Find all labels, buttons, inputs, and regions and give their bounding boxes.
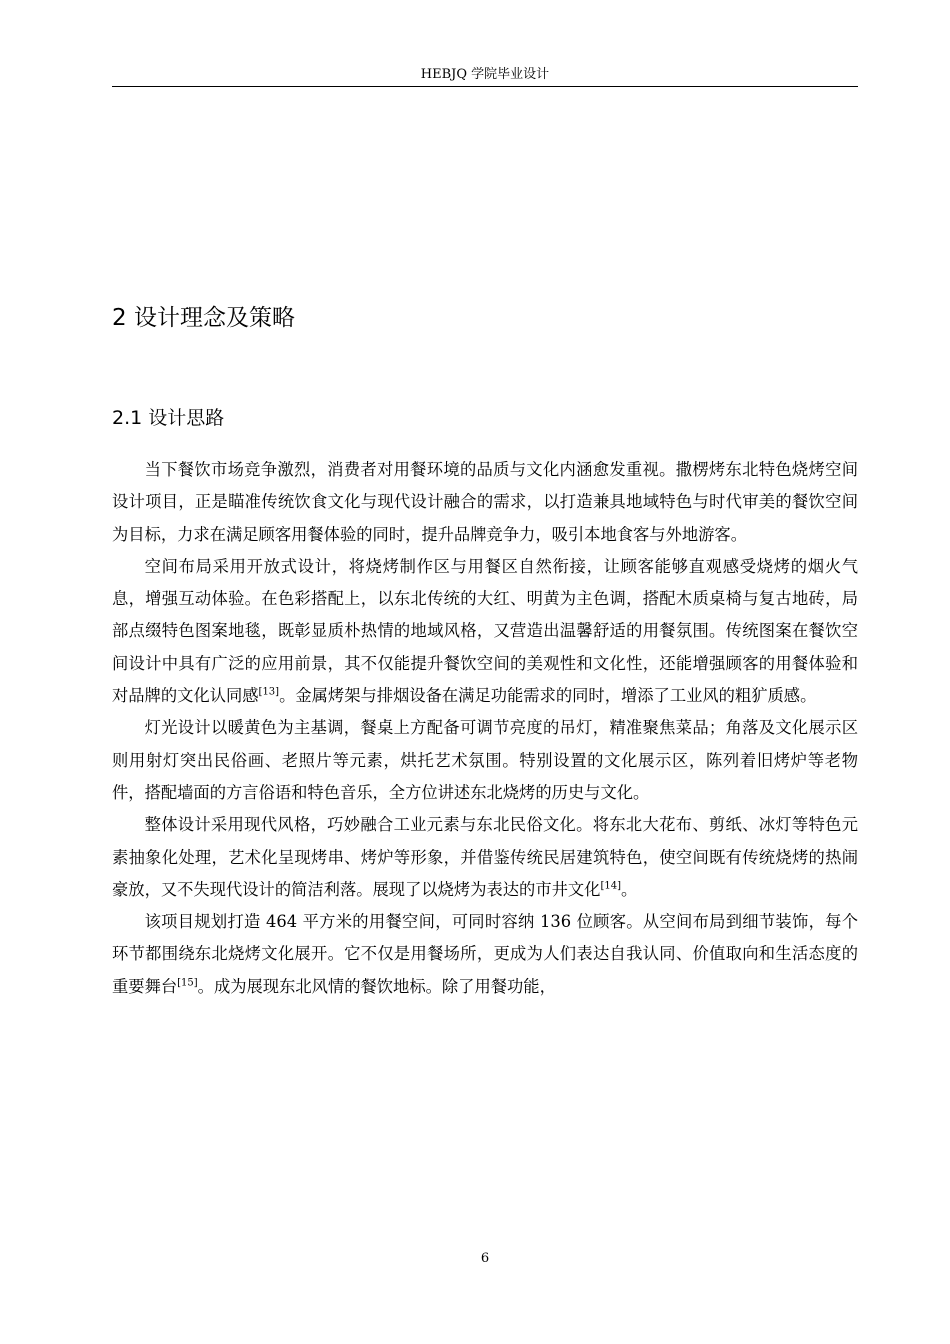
paragraph-1: 当下餐饮市场竞争激烈，消费者对用餐环境的品质与文化内涵愈发重视。撒楞烤东北特色烧烤空间设计项目，正是瞄准传统饮食文化与现代设计融合的需求，以打造兼具地域特色与时代审美的餐饮空间为目标，力求在满足顾客用餐体验的同时，提升品牌竞争力，吸引本地食客与外地游客。 bbox=[112, 460, 858, 544]
citation-13: [13] bbox=[258, 686, 280, 698]
page-header: HEBJQ 学院毕业设计 bbox=[420, 67, 550, 82]
paragraph-5-text-b: 。成为展现东北风情的餐饮地标。除了用餐功能， bbox=[197, 976, 556, 996]
header-rule bbox=[112, 86, 858, 87]
paragraph-5-text-a: 该项目规划打造 464 平方米的用餐空间，可同时容纳 136 位顾客。从空间布局到细节装饰，每个环节都围绕东北烧烤文化展开。它不仅是用餐场所，更成为人们表达自我认同、价值取向和生活态度的重要舞台 bbox=[112, 912, 858, 996]
page-number: 6 bbox=[480, 1251, 490, 1266]
body-text bbox=[112, 454, 858, 1003]
paragraph-4 bbox=[112, 809, 858, 906]
paragraph-4-text-a: 整体设计采用现代风格，巧妙融合工业元素与东北民俗文化。将东北大花布、剪纸、冰灯等特色元素抽象化处理，艺术化呈现烤串、烤炉等形象，并借鉴传统民居建筑特色，使空间既有传统烧烤的热闹豪放，又不失现代设计的简洁利落。展现了以烧烤为表达的市井文化 bbox=[112, 815, 858, 899]
paragraph-4-text-b: 。 bbox=[620, 879, 638, 899]
chapter-title: 2 设计理念及策略 bbox=[112, 305, 295, 331]
citation-15: [15] bbox=[177, 977, 198, 989]
citation-14: [14] bbox=[600, 880, 621, 892]
paragraph-3: 灯光设计以暖黄色为主基调，餐桌上方配备可调节亮度的吊灯，精准聚焦菜品；角落及文化展示区则用射灯突出民俗画、老照片等元素，烘托艺术氛围。特别设置的文化展示区，陈列着旧烤炉等老物件，搭配墙面的方言俗语和特色音乐，全方位讲述东北烧烤的历史与文化。 bbox=[112, 718, 858, 802]
section-title: 2.1 设计思路 bbox=[112, 407, 225, 429]
paragraph-5 bbox=[112, 906, 858, 1003]
paragraph-2-text-b: 。金属烤架与排烟设备在满足功能需求的同时，增添了工业风的粗犷质感。 bbox=[279, 686, 817, 706]
paragraph-2-text-a: 空间布局采用开放式设计，将烧烤制作区与用餐区自然衔接，让顾客能够直观感受烧烤的烟火气息，增强互动体验。在色彩搭配上，以东北传统的大红、明黄为主色调，搭配木质桌椅与复古地砖，局部点缀特色图案地毯，既彰显质朴热情的地域风格，又营造出温馨舒适的用餐氛围。传统图案在餐饮空间设计中具有广泛的应用前景，其不仅能提升餐饮空间的美观性和文化性，还能增强顾客的用餐体验和对品牌的文化认同感 bbox=[112, 556, 858, 706]
paragraph-2 bbox=[112, 551, 858, 712]
